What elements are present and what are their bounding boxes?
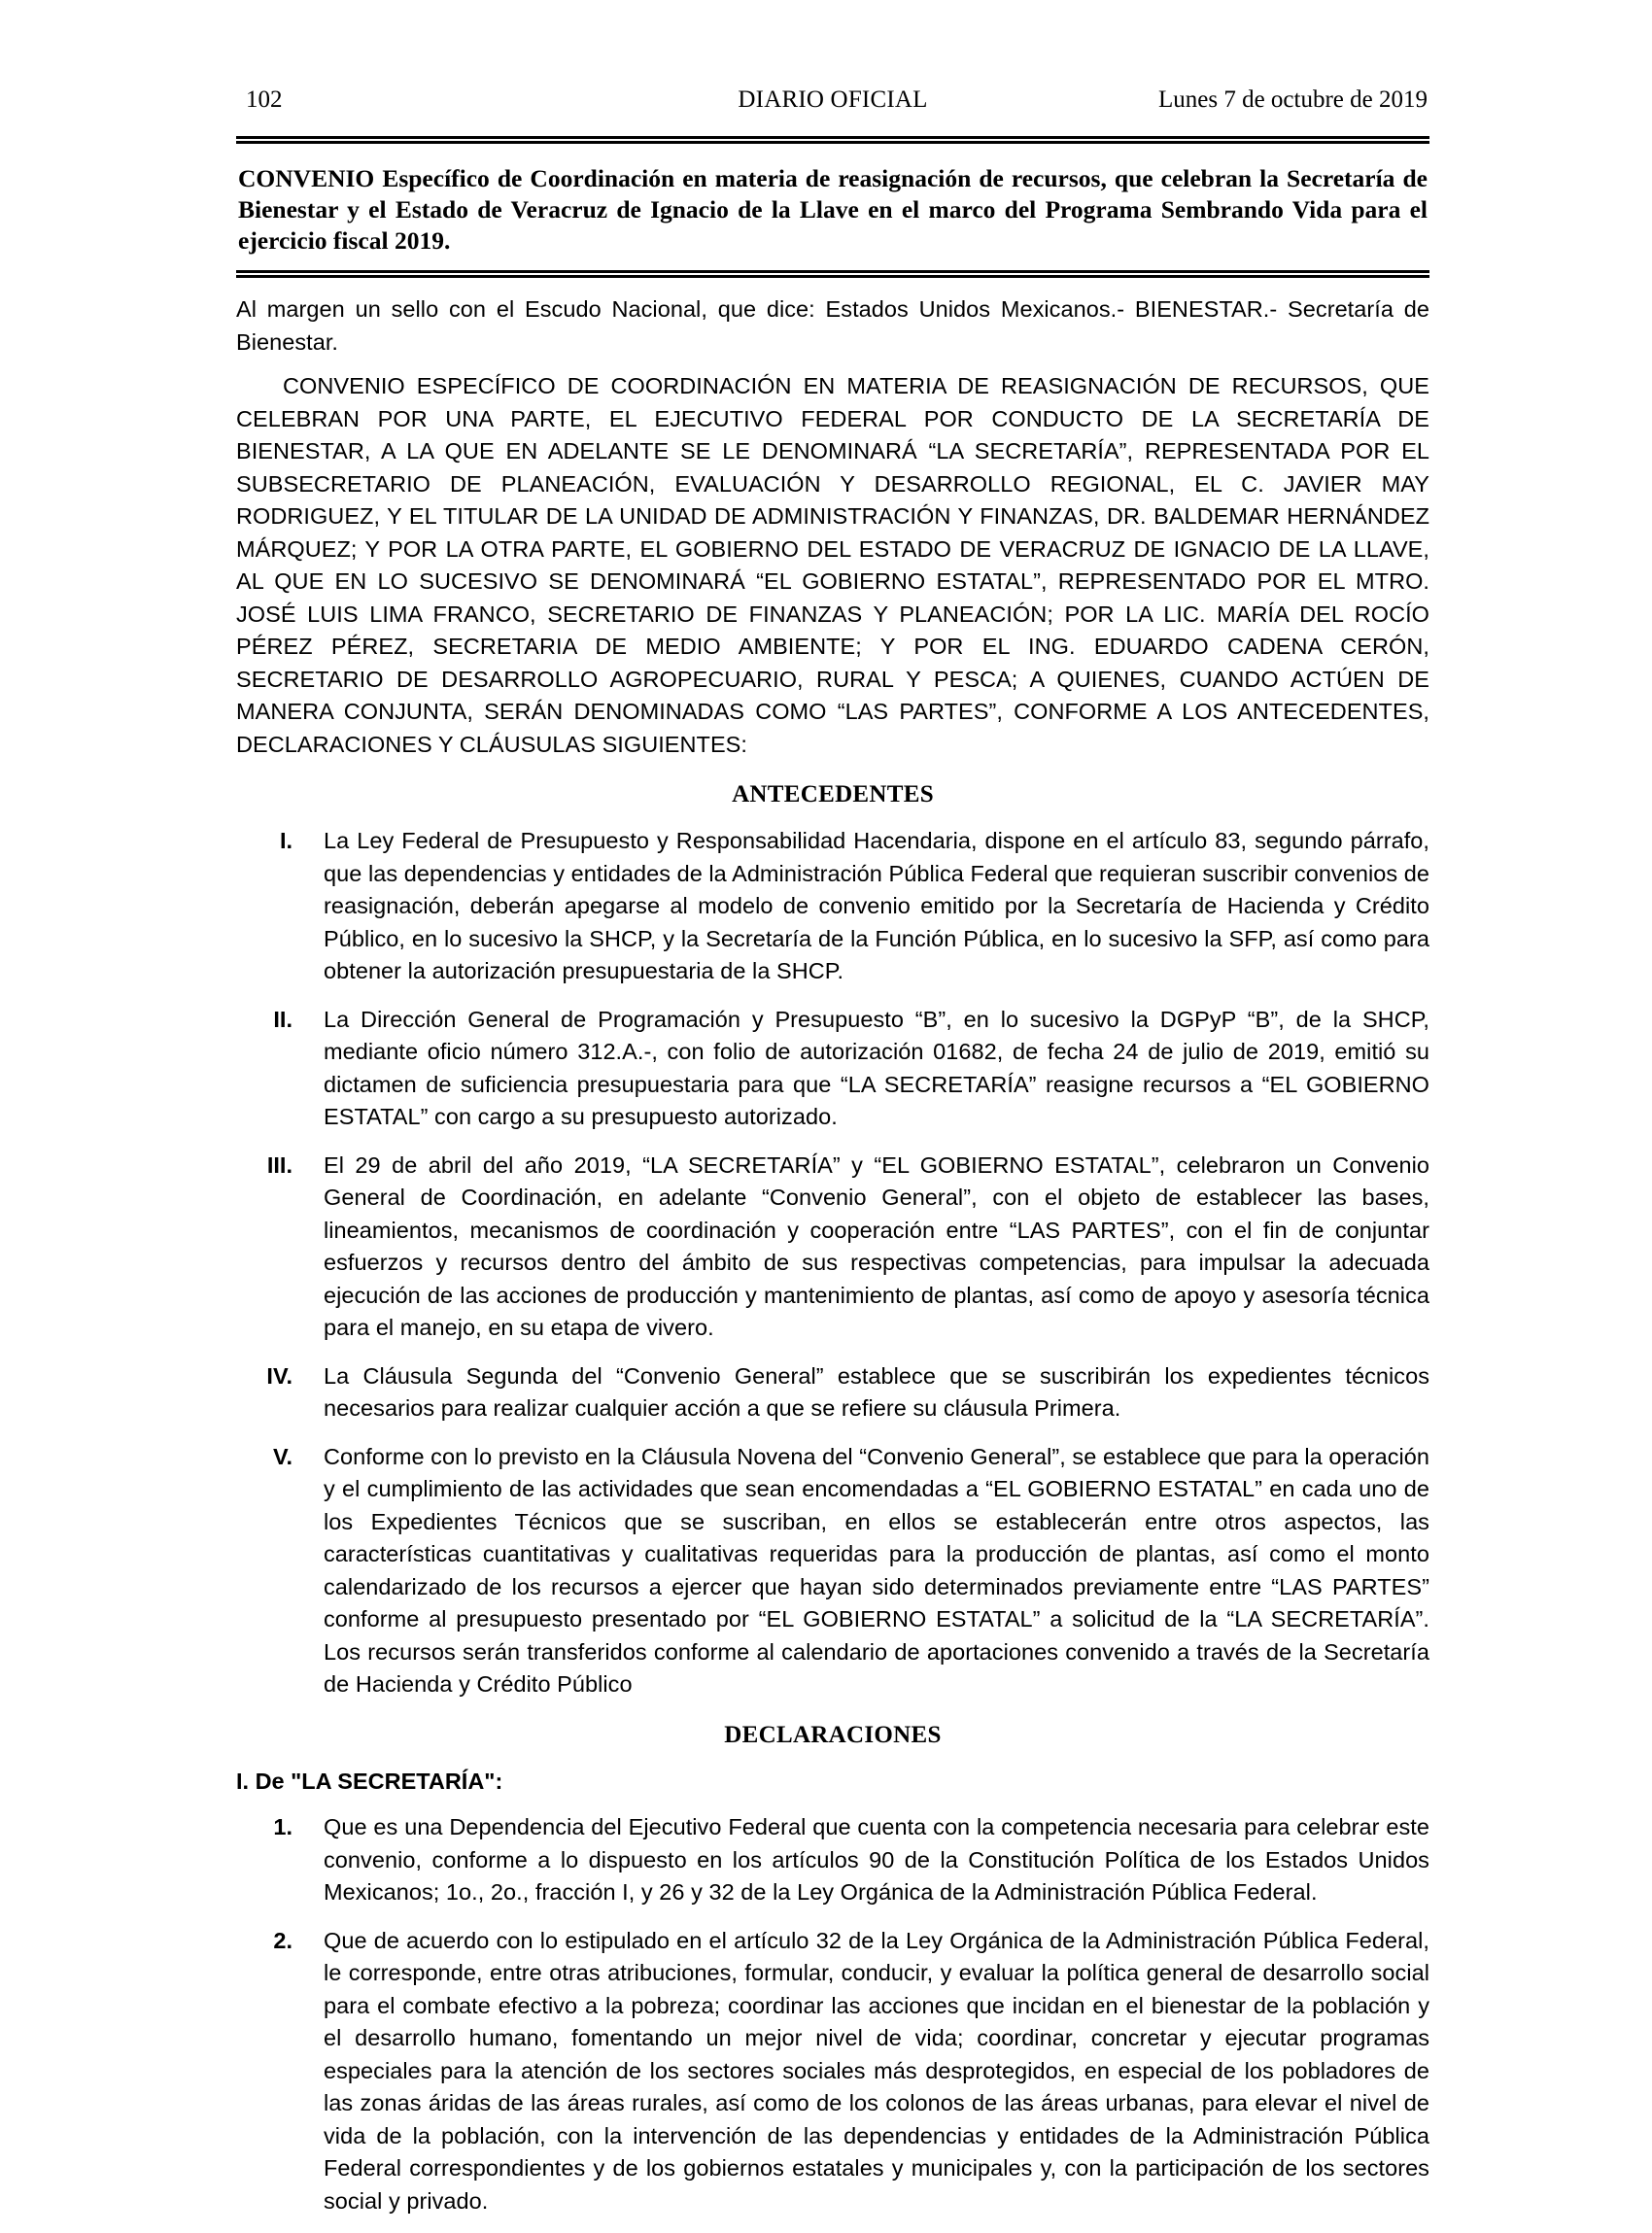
antecedente-marker: II. (273, 1006, 293, 1032)
antecedentes-heading: ANTECEDENTES (732, 781, 934, 807)
antecedente-marker: I. (279, 828, 293, 853)
antecedente-text: La Dirección General de Programación y Presupuesto “B”, en lo sucesivo la DGPyP “B”, de la SHCP, mediante oficio número 312.A.-, con folio de autorización 01682, de fecha 24 de julio de 2019, emitió su dictamen de suficiencia presupuestaria para que “LA SECRETARÍA” reasigne recursos a “EL GOBIERNO ESTATAL” con cargo a su presupuesto autorizado. (324, 1006, 1429, 1129)
antecedente-item (236, 1004, 1429, 1134)
declaracion-item (236, 1925, 1429, 2218)
antecedente-item (236, 1441, 1429, 1701)
declaracion-text: Que es una Dependencia del Ejecutivo Federal que cuenta con la competencia necesaria para celebrar este convenio, conforme a lo dispuesto en los artículos 90 de la Constitución Política de los Estados Unidos Mexicanos; 1o., 2o., fracción I, y 26 y 32 de la Ley Orgánica de la Administración Pública Federal. (324, 1814, 1429, 1905)
declaracion-marker: 1. (273, 1814, 293, 1839)
antecedente-text: La Ley Federal de Presupuesto y Responsabilidad Hacendaria, dispone en el artículo 83, segundo párrafo, que las dependencias y entidades de la Administración Pública Federal que requieran suscribir convenios de reasignación, deberán apegarse al modelo de convenio emitido por la Secretaría de Hacienda y Crédito Público, en lo sucesivo la SHCP, y la Secretaría de la Función Pública, en lo sucesivo la SFP, así como para obtener la autorización presupuestaria de la SHCP. (324, 828, 1429, 983)
antecedente-text: La Cláusula Segunda del “Convenio General” establece que se suscribirán los expedientes técnicos necesarios para realizar cualquier acción a que se refiere su cláusula Primera. (324, 1362, 1429, 1421)
declaracion-marker: 2. (273, 1927, 293, 1953)
preamble-paragraph: CONVENIO ESPECÍFICO DE COORDINACIÓN EN MATERIA DE REASIGNACIÓN DE RECURSOS, QUE CELEBRAN POR UNA PARTE, EL EJECUTIVO FEDERAL POR CONDUCTO DE LA SECRETARÍA DE BIENESTAR, A LA QUE EN ADELANTE SE LE DENOMINARÁ “LA SECRETARÍA”, REPRESENTADA POR EL SUBSECRETARIO DE PLANEACIÓN, EVALUACIÓN Y DESARROLLO REGIONAL, EL C. JAVIER MAY RODRIGUEZ, Y EL TITULAR DE LA UNIDAD DE ADMINISTRACIÓN Y FINANZAS, DR. BALDEMAR HERNÁNDEZ MÁRQUEZ; Y POR LA OTRA PARTE, EL GOBIERNO DEL ESTADO DE VERACRUZ DE IGNACIO DE LA LLAVE, AL QUE EN LO SUCESIVO SE DENOMINARÁ “EL GOBIERNO ESTATAL”, REPRESENTADO POR EL MTRO. JOSÉ LUIS LIMA FRANCO, SECRETARIO DE FINANZAS Y PLANEACIÓN; POR LA LIC. MARÍA DEL ROCÍO PÉREZ PÉREZ, SECRETARIA DE MEDIO AMBIENTE; Y POR EL ING. EDUARDO CADENA CERÓN, SECRETARIO DE DESARROLLO AGROPECUARIO, RURAL Y PESCA; A QUIENES, CUANDO ACTÚEN DE MANERA CONJUNTA, SERÁN DENOMINADAS COMO “LAS PARTES”, CONFORME A LOS ANTECEDENTES, DECLARACIONES Y CLÁUSULAS SIGUIENTES: (236, 373, 1429, 757)
page-number: 102 (246, 86, 283, 113)
declaraciones-heading: DECLARACIONES (724, 1721, 942, 1748)
publication-date: Lunes 7 de octubre de 2019 (1157, 86, 1428, 113)
antecedente-marker: V. (272, 1443, 293, 1469)
declaracion-item (236, 1811, 1429, 1909)
page-content (236, 0, 1429, 2233)
antecedente-item (236, 1360, 1429, 1426)
declaracion-text: Que de acuerdo con lo estipulado en el artículo 32 de la Ley Orgánica de la Administración Pública Federal, le corresponde, entre otras atribuciones, formular, conducir, y evaluar la política general de desarrollo social para el combate efectivo a la pobreza; coordinar las acciones que incidan en el bienestar de la población y el desarrollo humano, fomentando un mejor nivel de vida; coordinar, concretar y ejecutar programas especiales para la atención de los sectores sociales más desprotegidos, en especial de los pobladores de las zonas áridas de las áreas rurales, así como de los colonos de las áreas urbanas, para elevar el nivel de vida de la población, con la intervención de las dependencias y entidades de la Administración Pública Federal correspondientes y de los gobiernos estatales y municipales y, con la participación de los sectores social y privado. (324, 1927, 1429, 2214)
document-title: CONVENIO Específico de Coordinación en materia de reasignación de recursos, que celebran la Secretaría de Bienestar y el Estado de Veracruz de Ignacio de la Llave en el marco del Programa Sembrando Vida para el ejercicio fiscal 2019. (238, 164, 1428, 255)
antecedente-item (236, 1150, 1429, 1345)
seal-note-paragraph: Al margen un sello con el Escudo Nacional, que dice: Estados Unidos Mexicanos.- BIENESTAR.- Secretaría de Bienestar. (236, 296, 1429, 355)
header-rule (236, 136, 1429, 144)
antecedente-item (236, 825, 1429, 988)
declaraciones-subheading: I. De "LA SECRETARÍA": (236, 1768, 503, 1794)
publication-title: DIARIO OFICIAL (738, 86, 928, 113)
antecedente-marker: III. (266, 1151, 293, 1178)
antecedente-text: Conforme con lo previsto en la Cláusula Novena del “Convenio General”, se establece que para la operación y el cumplimiento de las actividades que sean encomendadas a “EL GOBIERNO ESTATAL” en cada uno de los Expedientes Técnicos que se suscriban, en ellos se establecerán entre otros aspectos, las características cuantitativas y cualitativas requeridas para la producción de plantas, así como el monto calendarizado de los recursos a ejercer que hayan sido determinados previamente entre “LAS PARTES” conforme al presupuesto presentado por “EL GOBIERNO ESTATAL” a solicitud de la “LA SECRETARÍA”. Los recursos serán transferidos conforme al calendario de aportaciones convenido a través de la Secretaría de Hacienda y Crédito Público (324, 1443, 1429, 1697)
running-head (236, 86, 1429, 136)
antecedente-marker: IV. (266, 1362, 293, 1389)
antecedente-text: El 29 de abril del año 2019, “LA SECRETARÍA” y “EL GOBIERNO ESTATAL”, celebraron un Convenio General de Coordinación, en adelante “Convenio General”, con el objeto de establecer las bases, lineamientos, mecanismos de coordinación y cooperación entre “LAS PARTES”, con el fin de conjuntar esfuerzos y recursos dentro del ámbito de sus respectivas competencias, para impulsar la adecuada ejecución de las acciones de producción y mantenimiento de plantas, así como de apoyo y asesoría técnica para el manejo, en su etapa de vivero. (324, 1151, 1429, 1340)
title-rule (236, 270, 1429, 278)
